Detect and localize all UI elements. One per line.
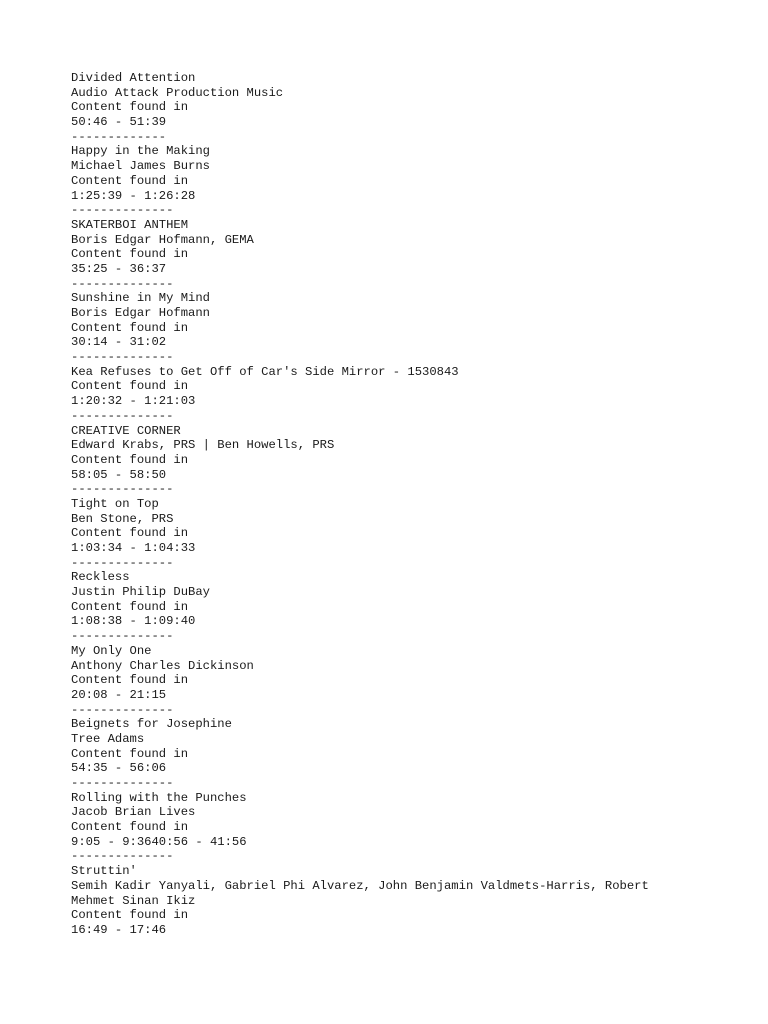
text-line: Mehmet Sinan Ikiz xyxy=(71,893,196,908)
text-line: 20:08 - 21:15 xyxy=(71,687,167,702)
separator-line: -------------- xyxy=(71,482,174,497)
separator-line: -------------- xyxy=(71,276,174,291)
text-line: 1:20:32 - 1:21:03 xyxy=(71,394,196,409)
text-line: My Only One xyxy=(71,643,152,658)
text-line: Content found in xyxy=(71,452,189,467)
text-line: Edward Krabs, PRS | Ben Howells, PRS xyxy=(71,438,335,453)
text-line: Rolling with the Punches xyxy=(71,790,247,805)
text-line: Content found in xyxy=(71,746,189,761)
separator-line: ------------- xyxy=(71,129,167,144)
text-line: CREATIVE CORNER xyxy=(71,423,181,438)
text-line: Struttin' xyxy=(71,864,137,879)
text-line: 54:35 - 56:06 xyxy=(71,761,167,776)
text-line: Boris Edgar Hofmann xyxy=(71,306,210,320)
text-line: Beignets for Josephine xyxy=(71,717,232,732)
text-line: Content found in xyxy=(71,908,189,923)
text-line: Kea Refuses to Get Off of Car's Side Mirror - 1530843 xyxy=(71,364,459,379)
text-line: Audio Attack Production Music xyxy=(71,85,284,100)
text-line: Ben Stone, PRS xyxy=(71,511,174,526)
text-line: Jacob Brian Lives xyxy=(71,805,196,820)
text-line: 16:49 - 17:46 xyxy=(71,922,167,937)
text-line: 9:05 - 9:3640:56 - 41:56 xyxy=(71,834,247,849)
text-line: 1:08:38 - 1:09:40 xyxy=(71,614,196,629)
text-line: Tree Adams xyxy=(71,731,145,746)
text-line: Content found in xyxy=(71,379,189,394)
separator-line: -------------- xyxy=(71,408,174,423)
text-line: 50:46 - 51:39 xyxy=(71,115,167,130)
document-body xyxy=(71,71,731,938)
text-line: Content found in xyxy=(71,820,189,835)
separator-line: -------------- xyxy=(71,203,174,218)
text-line: 1:03:34 - 1:04:33 xyxy=(71,541,196,555)
text-line: Content found in xyxy=(71,599,189,614)
text-line: Michael James Burns xyxy=(71,159,210,174)
text-line: 30:14 - 31:02 xyxy=(71,335,167,350)
text-line: Content found in xyxy=(71,247,189,262)
separator-line: -------------- xyxy=(71,849,174,864)
separator-line: -------------- xyxy=(71,629,174,644)
text-line: 1:25:39 - 1:26:28 xyxy=(71,188,196,203)
text-line: Content found in xyxy=(71,673,189,688)
text-line: Content found in xyxy=(71,100,189,115)
text-line: Sunshine in My Mind xyxy=(71,291,210,306)
separator-line: -------------- xyxy=(71,555,174,570)
text-line: Content found in xyxy=(71,526,189,541)
text-line: Boris Edgar Hofmann, GEMA xyxy=(71,232,254,247)
text-line: Semih Kadir Yanyali, Gabriel Phi Alvarez, John Benjamin Valdmets-Harris, Robert xyxy=(71,878,649,893)
text-line: Reckless xyxy=(71,570,130,585)
text-line: Content found in xyxy=(71,320,189,335)
text-line: 58:05 - 58:50 xyxy=(71,467,167,482)
text-line: Content found in xyxy=(71,173,189,188)
text-line: Happy in the Making xyxy=(71,144,210,159)
text-line: Justin Philip DuBay xyxy=(71,585,210,600)
text-line: 35:25 - 36:37 xyxy=(71,261,167,276)
separator-line: -------------- xyxy=(71,702,174,717)
separator-line: -------------- xyxy=(71,350,174,365)
separator-line: -------------- xyxy=(71,776,174,790)
text-line: SKATERBOI ANTHEM xyxy=(71,217,189,232)
text-line: Tight on Top xyxy=(71,496,159,511)
text-line: Divided Attention xyxy=(71,71,196,85)
text-line: Anthony Charles Dickinson xyxy=(71,658,254,673)
